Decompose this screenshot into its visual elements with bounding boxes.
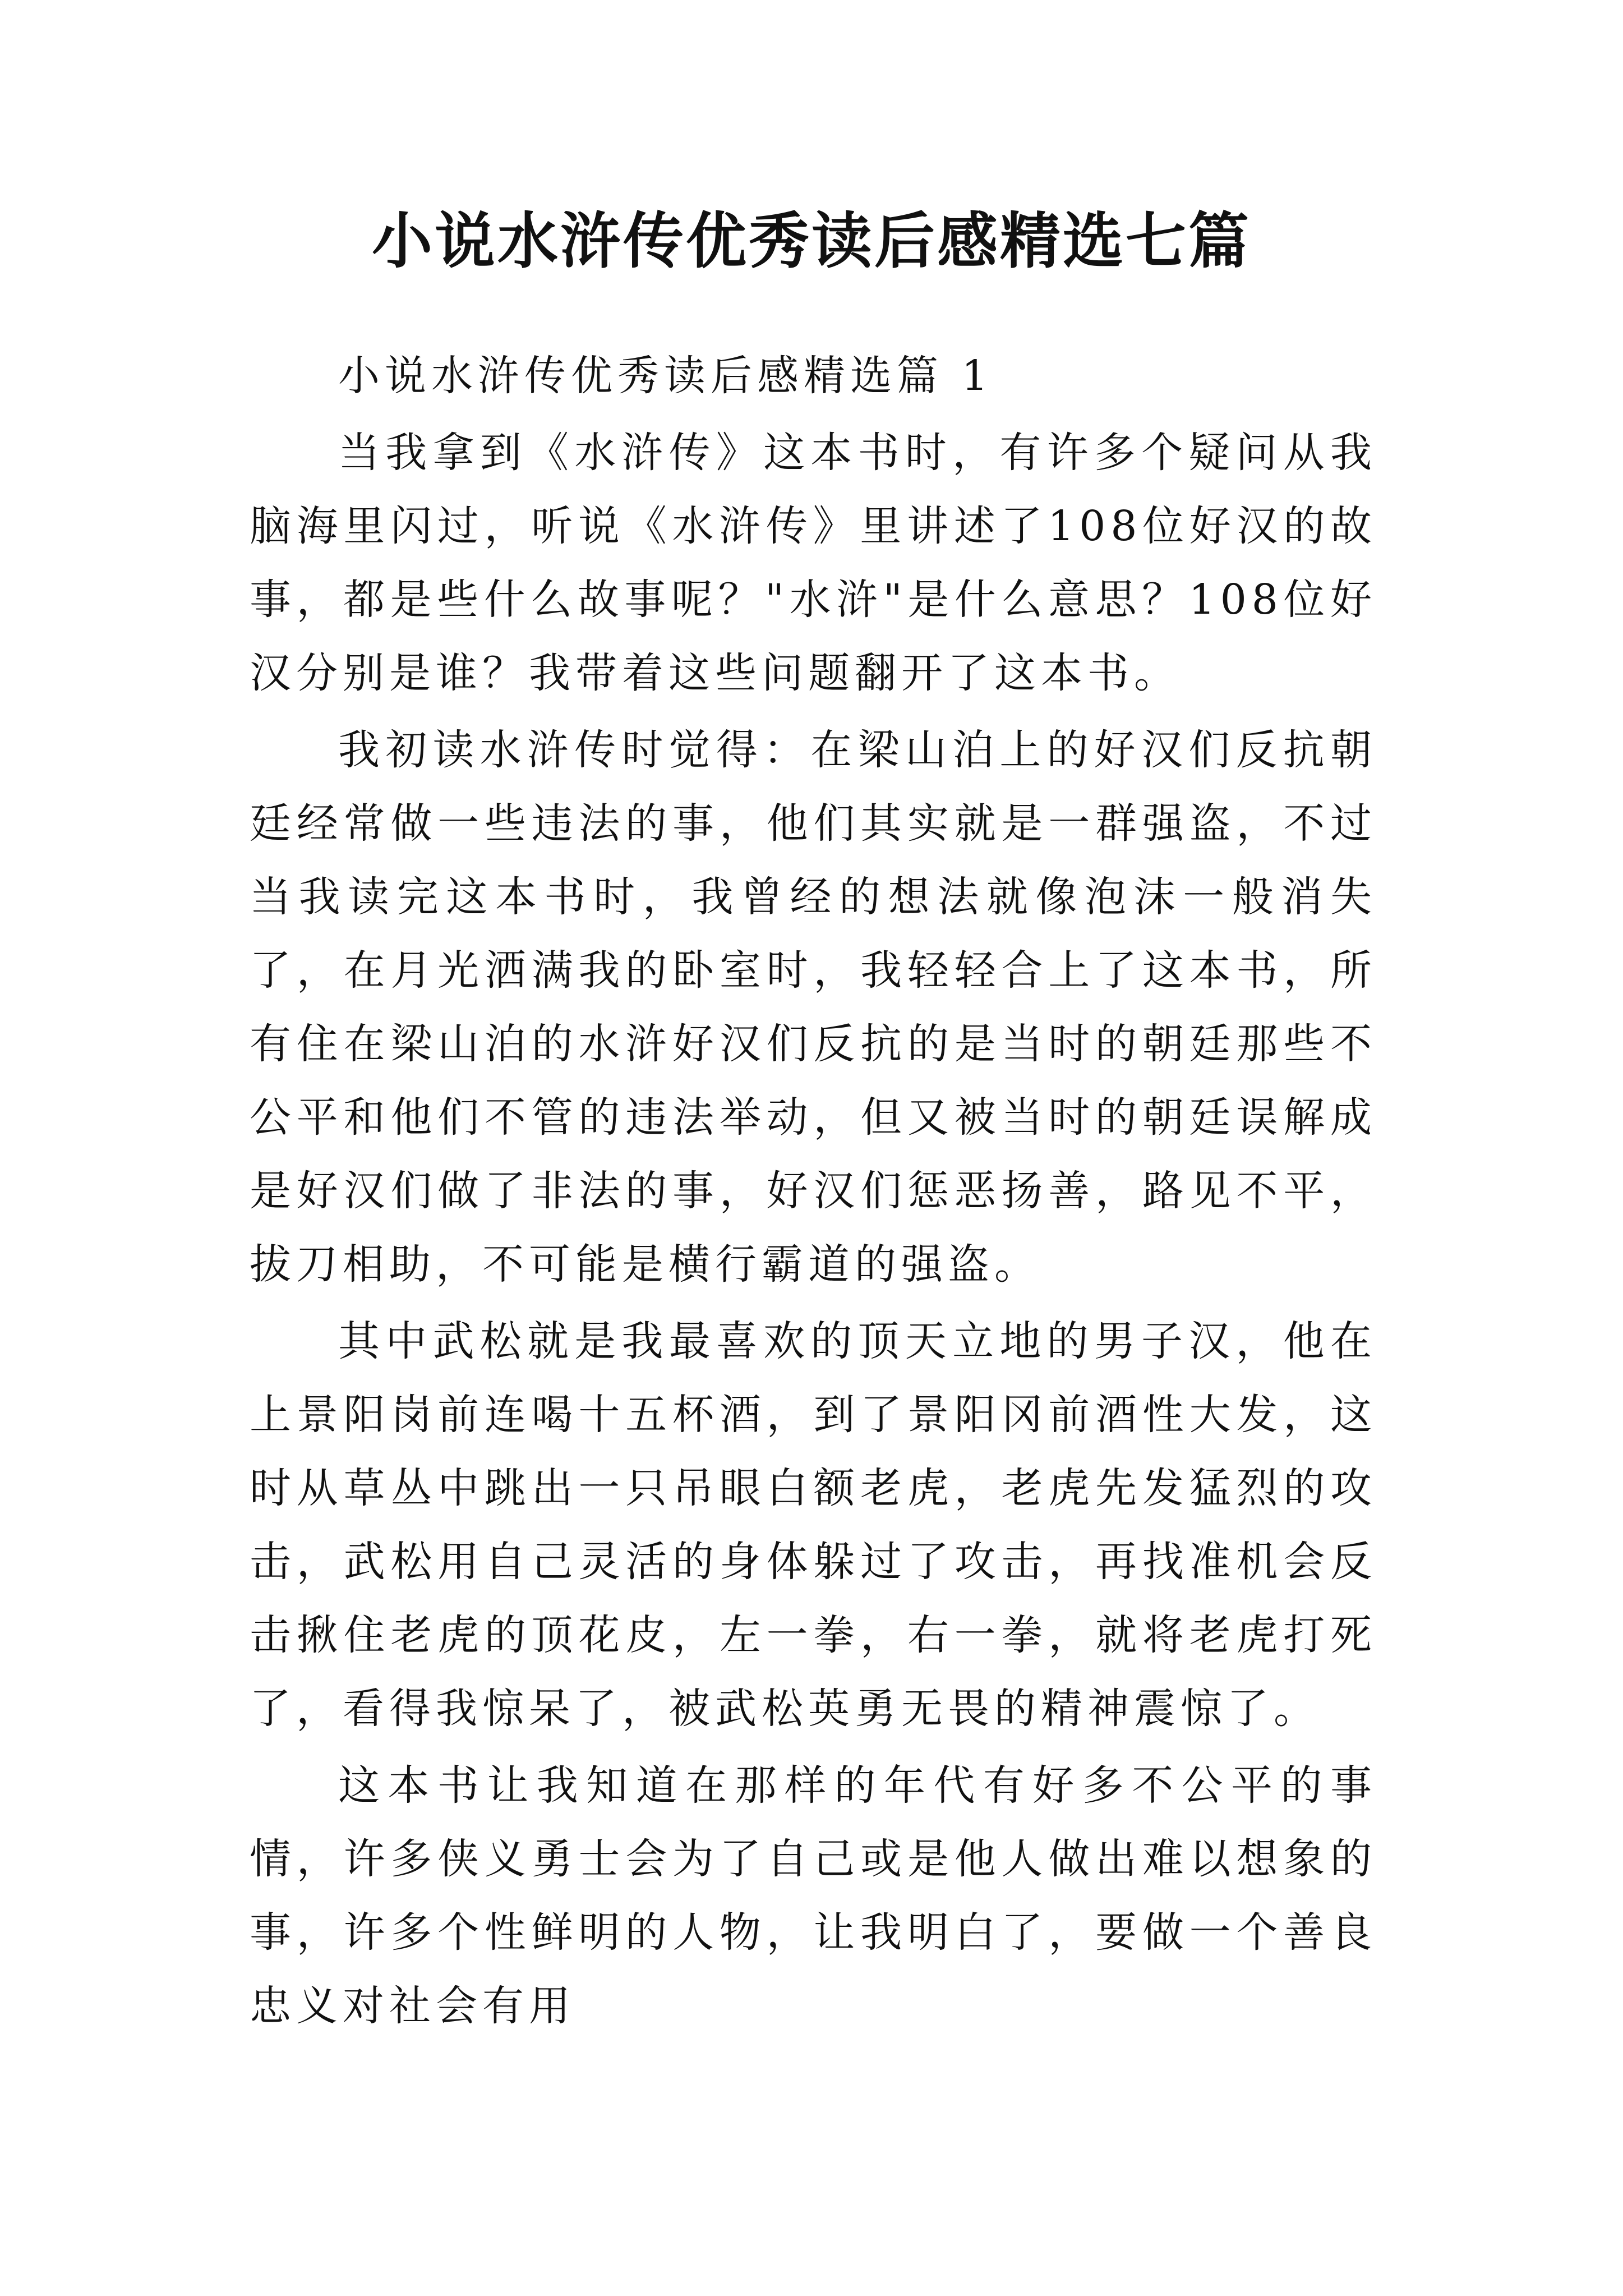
paragraph-4: 这本书让我知道在那样的年代有好多不公平的事情，许多侠义勇士会为了自己或是他人做出难以想象的事，许多个性鲜明的人物，让我明白了，要做一个善良忠义对社会有用 [250, 1761, 1377, 2030]
section-heading: 小说水浒传优秀读后感精选篇 1 [338, 352, 993, 400]
document-title: 小说水浒传优秀读后感精选七篇 [371, 206, 1251, 277]
paragraph-2: 我初读水浒传时觉得：在梁山泊上的好汉们反抗朝廷经常做一些违法的事，他们其实就是一群强盗，不过当我读完这本书时，我曾经的想法就像泡沫一般消失了，在月光洒满我的卧室时，我轻轻合上了这本书，所有住在梁山泊的水浒好汉们反抗的是当时的朝廷那些不公平和他们不管的违法举动，但又被当时的朝廷误解成是好汉们做了非法的事，好汉们惩恶扬善，路见不平，拔刀相助，不可能是横行霸道的强盗。 [250, 726, 1377, 1289]
document-body [250, 339, 1377, 2046]
paragraph-1: 当我拿到《水浒传》这本书时，有许多个疑问从我脑海里闪过，听说《水浒传》里讲述了108位好汉的故事，都是些什么故事呢？"水浒"是什么意思？108位好汉分别是谁？我带着这些问题翻开了这本书。 [250, 429, 1377, 697]
paragraph-3: 其中武松就是我最喜欢的顶天立地的男子汉，他在上景阳岗前连喝十五杯酒，到了景阳冈前酒性大发，这时从草丛中跳出一只吊眼白额老虎，老虎先发猛烈的攻击，武松用自己灵活的身体躲过了攻击，再找准机会反击揪住老虎的顶花皮，左一拳，右一拳，就将老虎打死了，看得我惊呆了，被武松英勇无畏的精神震惊了。 [250, 1317, 1377, 1733]
